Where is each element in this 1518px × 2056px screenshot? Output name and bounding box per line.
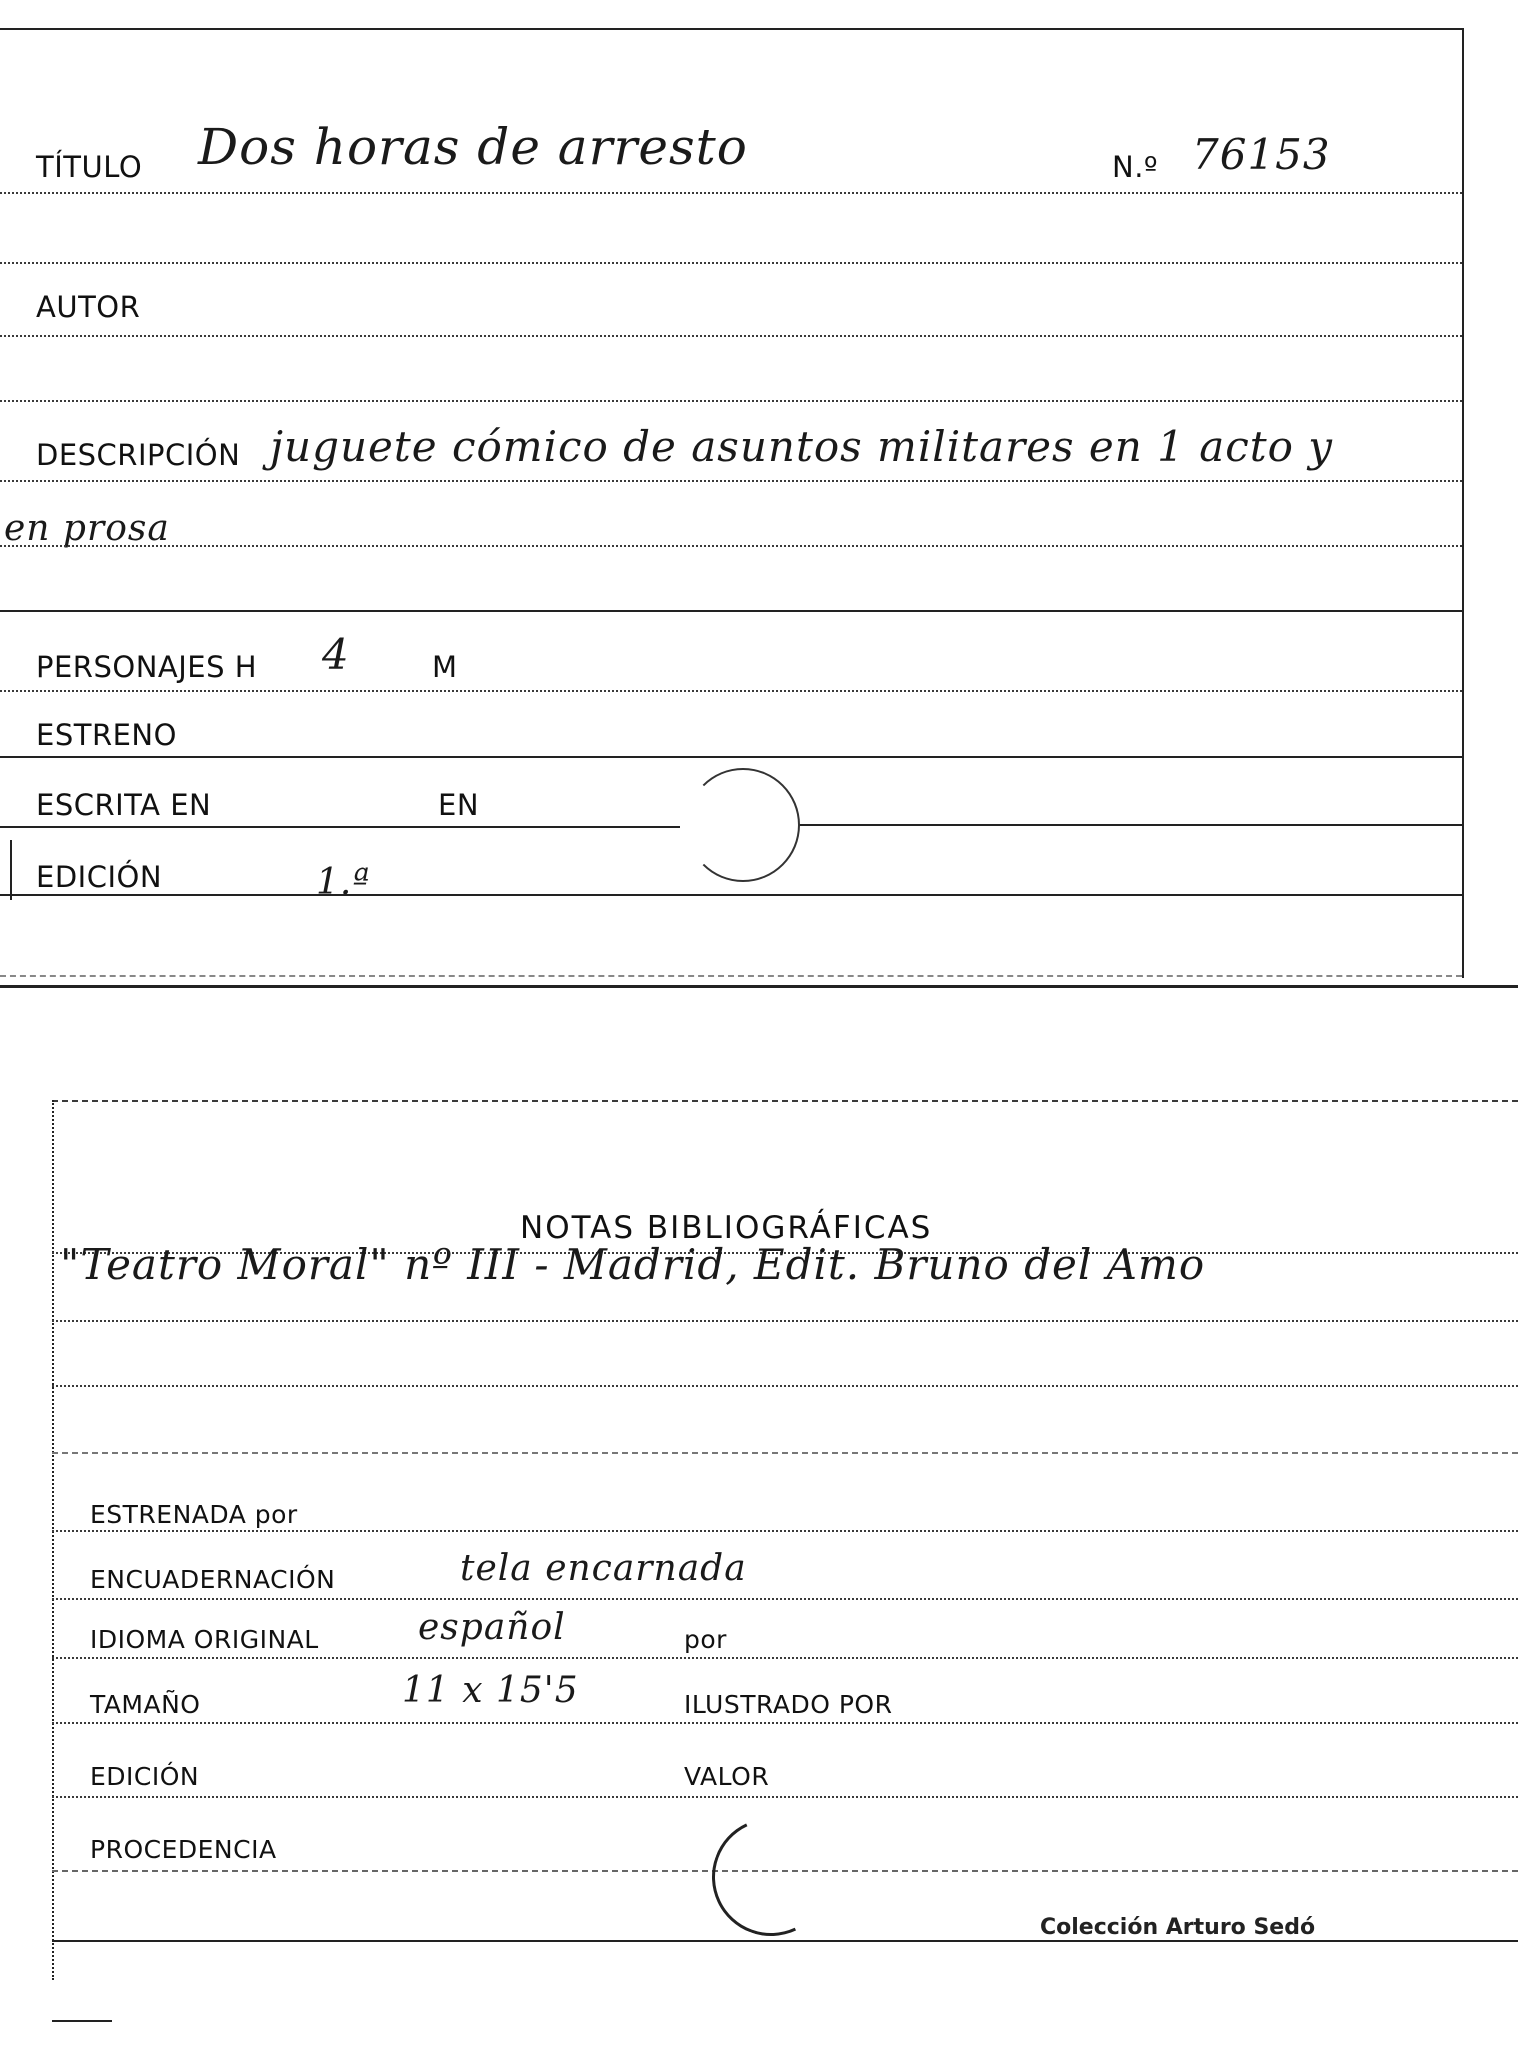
titulo-label: TÍTULO: [36, 150, 143, 184]
punch-hole-top: [686, 768, 800, 882]
bottom-card-left-edge: [52, 1100, 54, 1980]
descripcion-line-2: [0, 545, 1462, 547]
idioma-label: IDIOMA ORIGINAL: [90, 1625, 319, 1654]
personajes-line: [0, 690, 1462, 692]
tamano-line: [52, 1722, 1518, 1724]
notas-heading: NOTAS BIBLIOGRÁFICAS: [520, 1210, 933, 1246]
top-card-top-edge: [0, 28, 1462, 30]
notas-line-1: [52, 1320, 1518, 1322]
personajes-h-value: 4: [322, 630, 350, 679]
top-card: [0, 0, 1518, 990]
notas-line-2: [52, 1385, 1518, 1387]
estreno-label: ESTRENO: [36, 718, 177, 752]
escrita-line-right: [798, 824, 1462, 826]
notas-line-3: [52, 1452, 1518, 1454]
titulo-value: Dos horas de arresto: [198, 118, 748, 176]
descripcion-value-line1: juguete cómico de asuntos militares en 1 acto y: [270, 422, 1334, 471]
estreno-line: [0, 756, 1462, 758]
encuadernacion-line: [52, 1598, 1518, 1600]
titulo-line-2: [0, 262, 1462, 264]
idioma-value: español: [418, 1607, 566, 1648]
tamano-value: 11 x 15'5: [402, 1670, 579, 1711]
estrenada-label: ESTRENADA por: [90, 1500, 298, 1529]
notas-value: "Teatro Moral" nº III - Madrid, Edit. Bruno del Amo: [60, 1240, 1206, 1289]
descripcion-label: DESCRIPCIÓN: [36, 438, 241, 472]
escrita-label: ESCRITA EN: [36, 788, 212, 822]
estrenada-line: [52, 1530, 1518, 1532]
personajes-m-label: M: [432, 650, 458, 684]
bottom-left-mark: [52, 2020, 112, 2022]
descripcion-line: [0, 480, 1462, 482]
punch-hole-bottom: [695, 1801, 846, 1952]
edicion-bottom-label: EDICIÓN: [90, 1762, 200, 1791]
edicion-label: EDICIÓN: [36, 860, 163, 894]
top-card-bottom-trim: [0, 975, 1462, 977]
procedencia-label: PROCEDENCIA: [90, 1835, 277, 1864]
edicion-bottom-line: [52, 1796, 1518, 1798]
autor-line-2: [0, 400, 1462, 402]
card-separator: [0, 985, 1518, 988]
ilustrado-label: ILUSTRADO POR: [684, 1690, 893, 1719]
numero-value: 76153: [1192, 130, 1331, 179]
encuadernacion-value: tela encarnada: [460, 1548, 747, 1589]
personajes-label: PERSONAJES H: [36, 650, 258, 684]
valor-label: VALOR: [684, 1762, 770, 1791]
autor-line: [0, 335, 1462, 337]
edicion-line: [0, 894, 1462, 896]
descripcion-value-line2: en prosa: [4, 508, 170, 549]
escrita-line-left: [0, 826, 680, 828]
bottom-card: [0, 1000, 1518, 2056]
encuadernacion-label: ENCUADERNACIÓN: [90, 1565, 336, 1594]
top-card-right-edge: [1462, 28, 1464, 978]
numero-label: N.º: [1112, 150, 1159, 184]
edicion-value: 1.ª: [316, 862, 371, 903]
coleccion-credit: Colección Arturo Sedó: [1040, 1915, 1316, 1940]
tamano-label: TAMAÑO: [90, 1690, 201, 1719]
escrita-en-label: EN: [438, 788, 480, 822]
titulo-line: [0, 192, 1462, 194]
bottom-card-top-edge: [52, 1100, 1518, 1102]
edicion-left-tick: [10, 840, 12, 900]
idioma-line: [52, 1657, 1518, 1659]
idioma-por-label: por: [684, 1625, 727, 1654]
bottom-card-last-line: [52, 1940, 1518, 1942]
descripcion-line-3: [0, 610, 1462, 612]
autor-label: AUTOR: [36, 290, 141, 324]
